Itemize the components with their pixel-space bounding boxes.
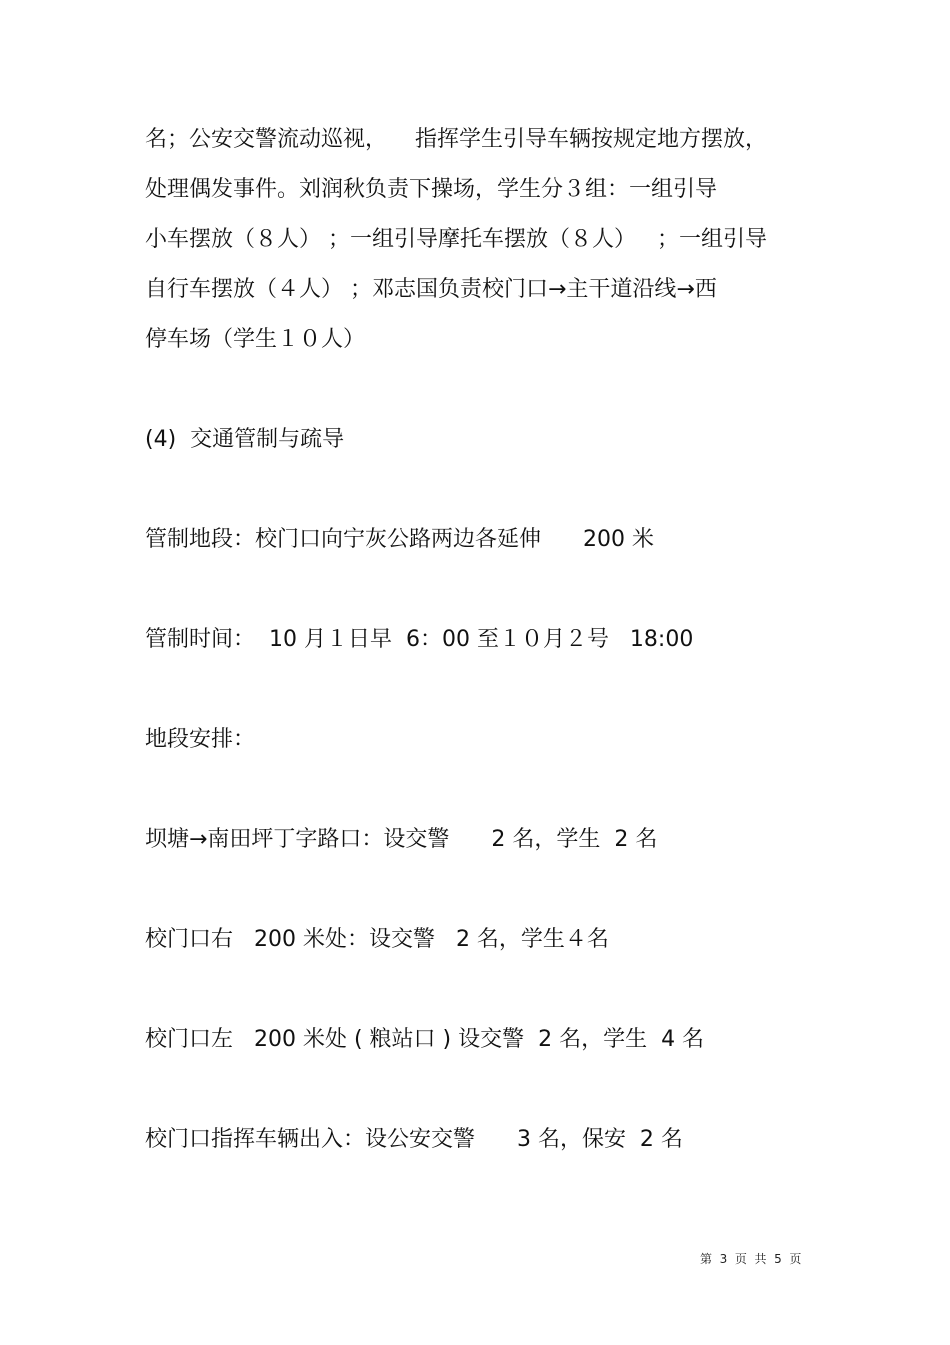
arrangement-item: 校门口右 200 米处：设交警 2 名，学生４名 <box>145 927 609 952</box>
arrangement-label: 地段安排： <box>145 727 256 752</box>
arrangement-item: 校门口指挥车辆出入：设公安交警 3 名，保安 2 名 <box>145 1127 683 1152</box>
paragraph-line: 自行车摆放（４人） ；邓志国负责校门口→主干道沿线→西 <box>145 277 717 302</box>
paragraph-line: 小车摆放（８人） ；一组引导摩托车摆放（８人） ；一组引导 <box>145 227 767 252</box>
paragraph-line: 停车场（学生１０人） <box>145 327 366 352</box>
control-section-text: 管制地段：校门口向宁灰公路两边各延伸 200 米 <box>145 527 654 552</box>
arrangement-item: 坝塘→南田坪丁字路口：设交警 2 名，学生 2 名 <box>145 827 658 852</box>
paragraph-line: 处理偶发事件。刘润秋负责下操场，学生分３组：一组引导 <box>145 177 718 202</box>
section-heading: (4) 交通管制与疏导 <box>145 427 345 452</box>
arrangement-item: 校门口左 200 米处 ( 粮站口 ) 设交警 2 名，学生 4 名 <box>145 1027 705 1052</box>
control-time-text: 管制时间： 10 月１日早 6：00 至１０月２号 18:00 <box>145 627 694 652</box>
paragraph-line: 名；公安交警流动巡视， 指挥学生引导车辆按规定地方摆放， <box>145 127 767 152</box>
page-footer: 第 3 页 共 5 页 <box>700 1252 802 1266</box>
